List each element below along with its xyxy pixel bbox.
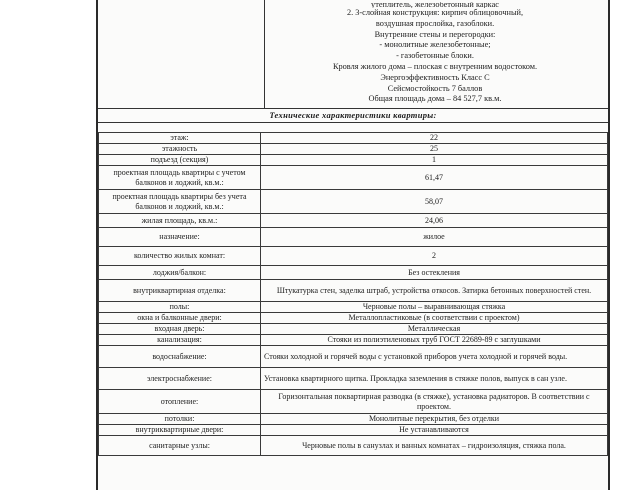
row-label: внутриквартирная отделка: (99, 280, 261, 302)
table-row (99, 214, 608, 228)
row-label: электроснабжение: (99, 368, 261, 390)
construction-description (268, 2, 602, 105)
row-value: Черновые полы – выравнивающая стяжка (261, 302, 608, 313)
row-value: 1 (261, 155, 608, 166)
construction-line: воздушная прослойка, газоблоки. (375, 18, 495, 28)
row-value: Горизонтальная поквартирная разводка (в стяжке), установка радиаторов. В соответствии с проектом. (261, 390, 608, 414)
row-value: 25 (261, 144, 608, 155)
row-value: Черновые полы в санузлах и ванных комнатах – гидроизоляция, стяжка пола. (261, 436, 608, 456)
cut-off-line: утеплитель, железобетонный каркас (371, 2, 499, 8)
row-label: проектная площадь квартиры без учета балконов и лоджий, кв.м.: (99, 190, 261, 214)
empty-label-column (98, 0, 265, 108)
row-label: проектная площадь квартиры с учетом балконов и лоджий, кв.м.: (99, 166, 261, 190)
row-label: канализация: (99, 335, 261, 346)
row-value: Стояки из полиэтиленовых труб ГОСТ 22689-89 с заглушками (261, 335, 608, 346)
row-label: этажность (99, 144, 261, 155)
row-label: входная дверь: (99, 324, 261, 335)
construction-line: 2. 3-слойная конструкция: кирпич облицовочный, (346, 8, 524, 17)
row-value: 2 (261, 247, 608, 266)
row-value: Без остекления (261, 266, 608, 280)
construction-line: Сейсмостойкость 7 баллов (387, 83, 483, 93)
table-row (99, 390, 608, 414)
table-row (99, 335, 608, 346)
row-value: 24,06 (261, 214, 608, 228)
row-value: Металлопластиковые (в соответствии с проектом) (261, 313, 608, 324)
apartment-specs-table (98, 132, 608, 456)
table-row (99, 280, 608, 302)
row-label: отопление: (99, 390, 261, 414)
table-row (99, 324, 608, 335)
row-value: 58,07 (261, 190, 608, 214)
row-value: Установка квартирного щитка. Прокладка заземления в стяжке полов, выпуск в сан узле. (261, 368, 608, 390)
table-row (99, 346, 608, 368)
row-label: назначение: (99, 228, 261, 247)
row-label: жилая площадь, кв.м.: (99, 214, 261, 228)
table-row (99, 133, 608, 144)
row-value: жилое (261, 228, 608, 247)
table-row (99, 425, 608, 436)
construction-line: - газобетонные блоки. (396, 51, 474, 61)
table-row (99, 436, 608, 456)
row-label: санитарные узлы: (99, 436, 261, 456)
table-row (99, 302, 608, 313)
row-label: лоджия/балкон: (99, 266, 261, 280)
row-label: подъезд (секция) (99, 155, 261, 166)
row-label: окна и балконные двери: (99, 313, 261, 324)
construction-line: Внутренние стены и перегородки: (374, 29, 496, 39)
row-value: Стояки холодной и горячей воды с установкой приборов учета холодной и горячей воды. (261, 346, 608, 368)
row-value: Штукатурка стен, заделка штраб, устройства откосов. Затирка бетонных поверхностей стен. (261, 280, 608, 302)
row-value: 22 (261, 133, 608, 144)
row-value: 61,47 (261, 166, 608, 190)
construction-line: Энергоэффективность Класс С (380, 72, 490, 82)
table-row (99, 144, 608, 155)
row-label: этаж: (99, 133, 261, 144)
table-row (99, 414, 608, 425)
table-row (99, 368, 608, 390)
table-row (99, 190, 608, 214)
table-row (99, 266, 608, 280)
section-title: Технические характеристики квартиры: (98, 108, 608, 123)
row-label: потолки: (99, 414, 261, 425)
table-row (99, 313, 608, 324)
construction-line: Кровля жилого дома – плоская с внутренним водостоком. (332, 61, 538, 71)
document-sheet (96, 0, 610, 490)
row-value: Не устанавливаются (261, 425, 608, 436)
construction-line: Общая площадь дома – 84 527,7 кв.м. (368, 94, 502, 104)
row-value: Монолитные перекрытия, без отделки (261, 414, 608, 425)
table-row (99, 155, 608, 166)
row-label: внутриквартирные двери: (99, 425, 261, 436)
row-label: полы: (99, 302, 261, 313)
table-row (99, 166, 608, 190)
row-label: количество жилых комнат: (99, 247, 261, 266)
row-value: Металлическая (261, 324, 608, 335)
row-label: водоснабжение: (99, 346, 261, 368)
construction-line: - монолитные железобетонные; (379, 40, 491, 50)
construction-info-block (98, 0, 608, 109)
table-row (99, 228, 608, 247)
table-row (99, 247, 608, 266)
